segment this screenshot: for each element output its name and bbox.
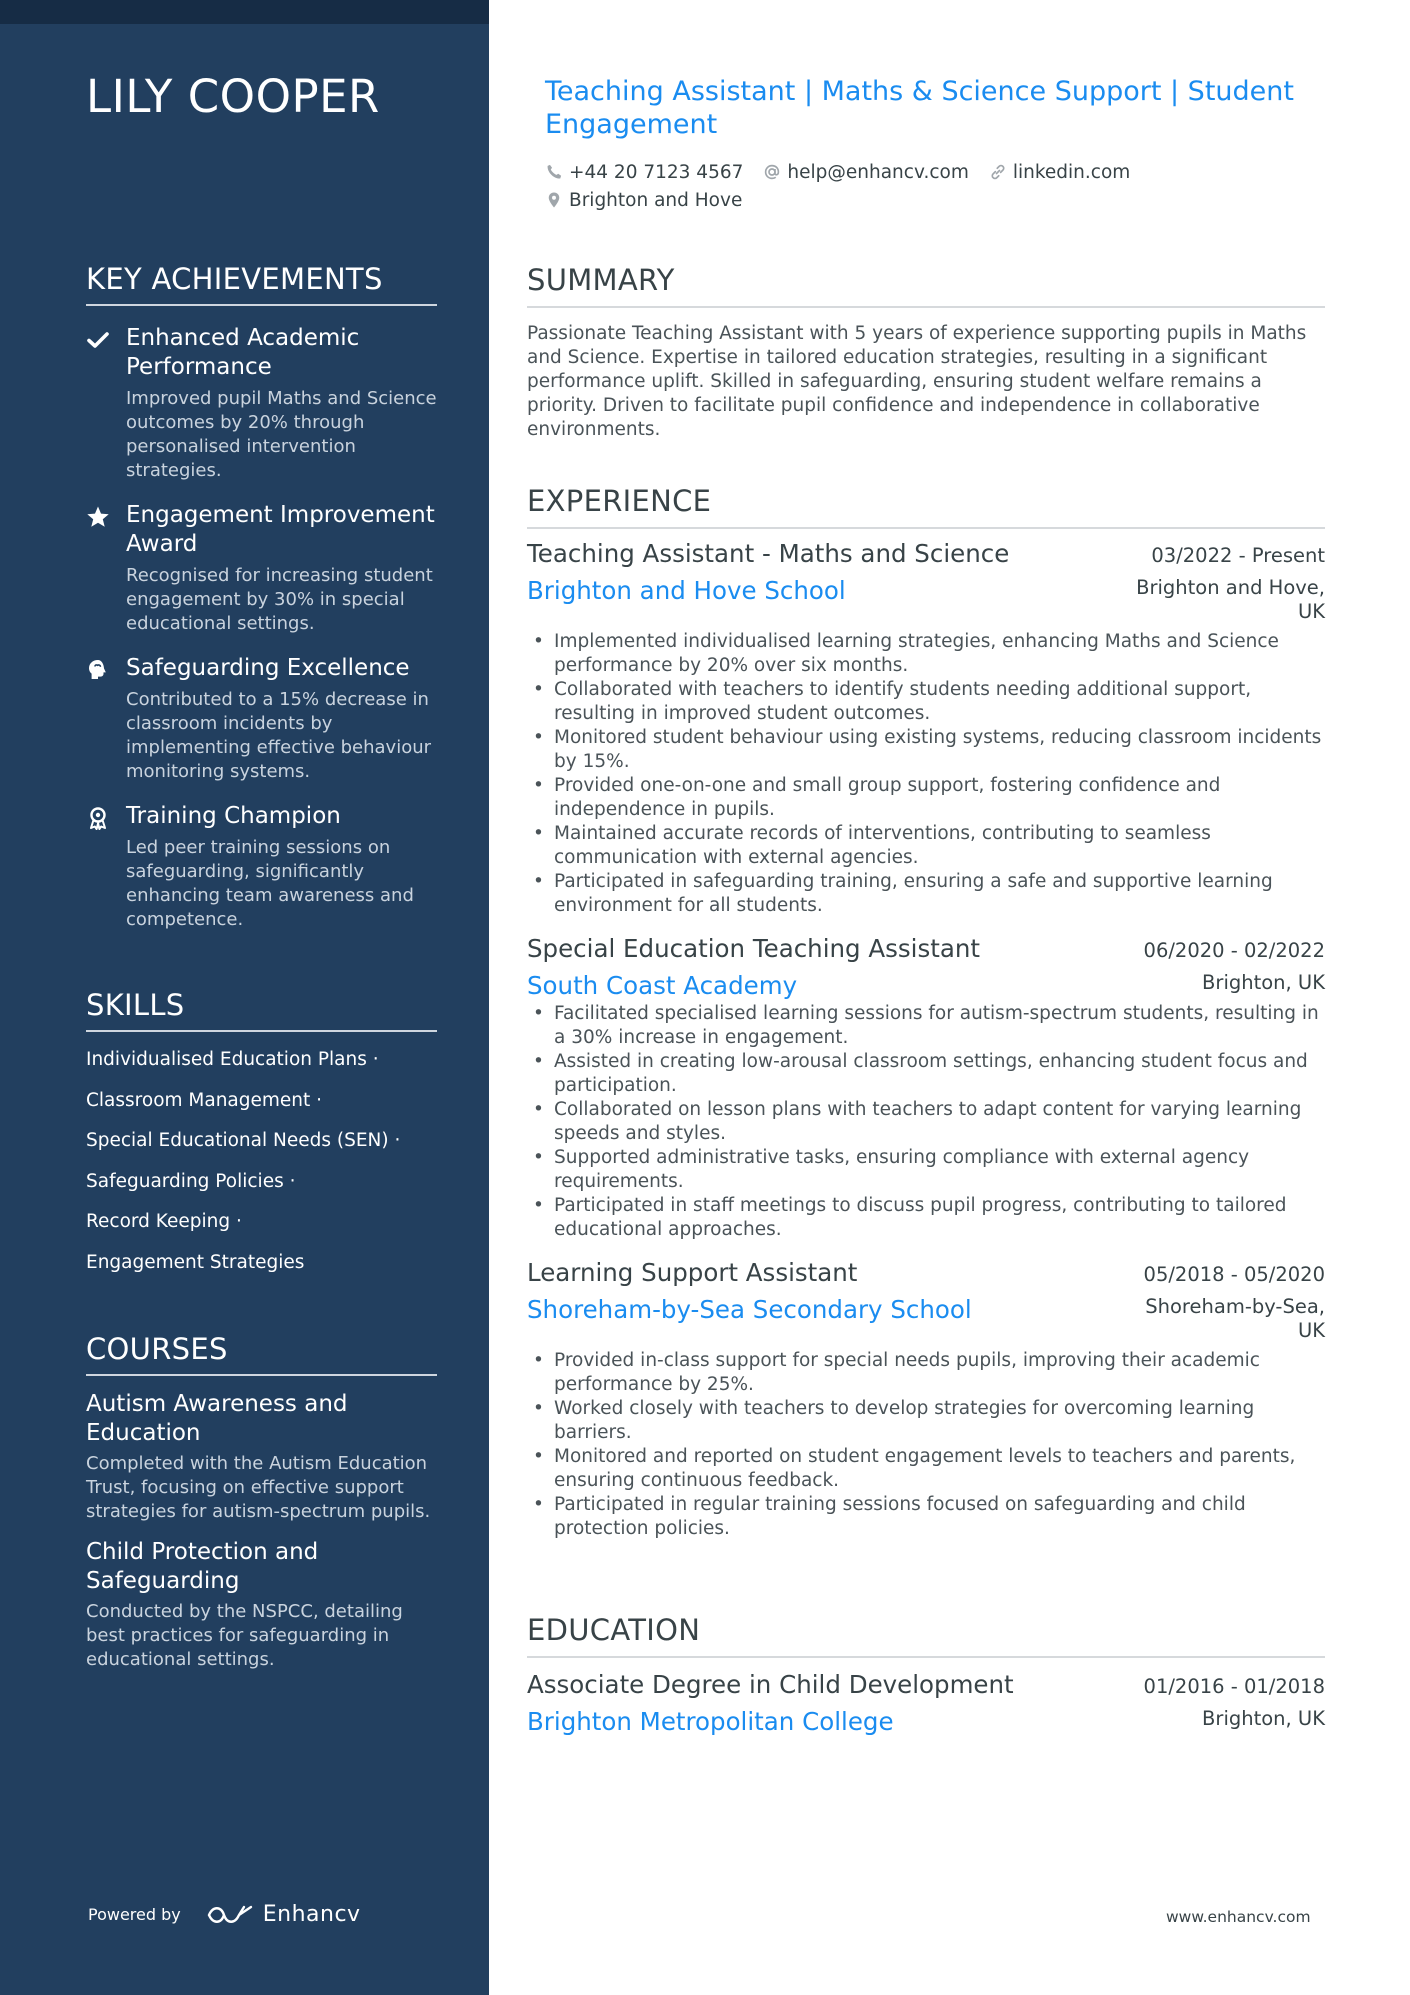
achievement-item <box>86 324 437 483</box>
course-description: Conducted by the NSPCC, detailing best practices for safeguarding in educational settings. <box>86 1601 403 1670</box>
achievements-section <box>86 262 437 932</box>
checkmark-icon <box>86 328 110 352</box>
star-icon <box>86 505 110 529</box>
job-bullet: • Monitored student behaviour using existing systems, reducing classroom incidents by 15%. <box>527 726 1325 774</box>
job-bullet: • Collaborated with teachers to identify students needing additional support, resulting in improved student outcomes. <box>527 678 1325 726</box>
location-pin-icon <box>545 191 563 209</box>
education-date: 01/2016 - 01/2018 <box>1143 1675 1325 1698</box>
footer-url[interactable]: www.enhancv.com <box>1166 1908 1311 1926</box>
job-title: Learning Support Assistant <box>527 1258 858 1287</box>
job-bullet: • Supported administrative tasks, ensuring compliance with external agency requirements. <box>527 1146 1325 1194</box>
job-company[interactable]: Shoreham-by-Sea Secondary School <box>527 1295 972 1324</box>
experience-section <box>527 484 1325 1541</box>
skill-item: Special Educational Needs (SEN) · <box>86 1130 401 1151</box>
achievement-description: Recognised for increasing student engagement by 30% in special educational settings. <box>126 565 433 634</box>
courses-heading: COURSES <box>86 1332 437 1376</box>
powered-by-label: Powered by <box>88 1905 181 1924</box>
at-icon <box>763 163 781 181</box>
achievement-description: Improved pupil Maths and Science outcomes by 20% through personalised intervention strategies. <box>126 388 437 481</box>
sidebar <box>0 0 489 1995</box>
location-text: Brighton and Hove <box>569 189 743 211</box>
job-date: 06/2020 - 02/2022 <box>1143 939 1325 962</box>
achievement-description: Led peer training sessions on safeguarding, significantly enhancing team awareness and competence. <box>126 837 414 930</box>
email-contact[interactable] <box>763 162 968 183</box>
brain-icon <box>86 658 110 682</box>
skills-section <box>86 988 437 1285</box>
job-entry <box>527 539 1325 918</box>
job-entry <box>527 1258 1325 1541</box>
linkedin-contact[interactable] <box>989 162 1130 183</box>
school-name[interactable]: Brighton Metropolitan College <box>527 1707 894 1736</box>
powered-by <box>88 1902 361 1927</box>
education-location: Brighton, UK <box>1202 1707 1325 1730</box>
courses-section <box>86 1332 437 1672</box>
course-item <box>86 1390 437 1524</box>
skill-item: Classroom Management · <box>86 1089 323 1111</box>
headline: Teaching Assistant | Maths & Science Support | Student Engagement <box>545 76 1294 140</box>
achievement-title: Training Champion <box>126 803 341 829</box>
skill-item: Engagement Strategies <box>86 1251 305 1273</box>
enhancv-brand: Enhancv <box>262 1902 361 1927</box>
course-title: Autism Awareness and Education <box>86 1391 348 1446</box>
job-bullet: • Participated in staff meetings to discuss pupil progress, contributing to tailored educational approaches. <box>527 1194 1325 1242</box>
course-item <box>86 1538 437 1672</box>
skill-item: Safeguarding Policies · <box>86 1170 296 1192</box>
job-bullet: • Worked closely with teachers to develop strategies for overcoming learning barriers. <box>527 1397 1325 1445</box>
sidebar-top-bar <box>0 0 489 24</box>
experience-heading: EXPERIENCE <box>527 484 1325 529</box>
linkedin-url: linkedin.com <box>1012 161 1131 183</box>
phone-icon <box>545 163 563 181</box>
achievement-item <box>86 802 437 932</box>
location-contact <box>545 190 742 211</box>
job-date: 03/2022 - Present <box>1151 544 1325 567</box>
job-bullet: • Facilitated specialised learning sessions for autism-spectrum students, resulting in a 30% increase in engagement. <box>527 1002 1325 1050</box>
job-bullet: • Provided in-class support for special needs pupils, improving their academic performance by 25%. <box>527 1349 1325 1397</box>
job-company[interactable]: South Coast Academy <box>527 971 798 1000</box>
achievement-item <box>86 501 437 636</box>
job-date: 05/2018 - 05/2020 <box>1143 1263 1325 1286</box>
award-ribbon-icon <box>86 806 110 830</box>
summary-heading: SUMMARY <box>527 263 1325 308</box>
summary-section <box>527 263 1325 442</box>
email-address: help@enhancv.com <box>787 161 969 183</box>
job-title: Special Education Teaching Assistant <box>527 934 980 963</box>
education-entry <box>527 1670 1325 1736</box>
skills-heading: SKILLS <box>86 988 437 1032</box>
contact-info <box>545 158 1305 214</box>
candidate-name: LILY COOPER <box>86 70 380 123</box>
education-heading: EDUCATION <box>527 1613 1325 1658</box>
achievement-title: Safeguarding Excellence <box>126 655 410 681</box>
education-section <box>527 1613 1325 1736</box>
job-bullet: • Participated in safeguarding training, ensuring a safe and supportive learning environment for all students. <box>527 870 1325 918</box>
enhancv-logo[interactable] <box>207 1902 361 1927</box>
job-location: Brighton and Hove, UK <box>1136 576 1325 623</box>
job-bullet: • Implemented individualised learning strategies, enhancing Maths and Science performance by 20% over six months. <box>527 630 1325 678</box>
job-company[interactable]: Brighton and Hove School <box>527 576 846 605</box>
link-icon <box>989 163 1007 181</box>
course-title: Child Protection and Safeguarding <box>86 1539 319 1594</box>
job-bullet: • Assisted in creating low-arousal classroom settings, enhancing student focus and participation. <box>527 1050 1325 1098</box>
job-bullet: • Provided one-on-one and small group support, fostering confidence and independence in pupils. <box>527 774 1325 822</box>
achievements-heading: KEY ACHIEVEMENTS <box>86 262 437 306</box>
job-location: Brighton, UK <box>1202 971 1325 994</box>
achievement-item <box>86 654 437 784</box>
course-description: Completed with the Autism Education Trust, focusing on effective support strategies for autism-spectrum pupils. <box>86 1453 431 1522</box>
job-bullets <box>527 1349 1325 1541</box>
job-bullet: • Collaborated on lesson plans with teachers to adapt content for varying learning speeds and styles. <box>527 1098 1325 1146</box>
summary-text: Passionate Teaching Assistant with 5 years of experience supporting pupils in Maths and Science. Expertise in tailored education strategies, resulting in a significant performance uplift. Skilled in safeguarding, ensuring student welfare remains a priority. Driven to facilitate pupil confidence and independence in collaborative environments. <box>527 323 1307 440</box>
degree-title: Associate Degree in Child Development <box>527 1670 1014 1699</box>
achievement-title: Engagement Improvement Award <box>126 502 435 557</box>
job-bullet: • Maintained accurate records of interventions, contributing to seamless communication with external agencies. <box>527 822 1325 870</box>
job-title: Teaching Assistant - Maths and Science <box>527 539 1010 568</box>
phone-number: +44 20 7123 4567 <box>569 161 744 183</box>
job-location: Shoreham-by-Sea, UK <box>1145 1295 1325 1342</box>
job-bullets <box>527 630 1325 918</box>
job-bullets <box>527 1002 1325 1242</box>
enhancv-logo-icon <box>207 1904 253 1926</box>
skill-item: Individualised Education Plans · <box>86 1049 379 1070</box>
job-entry <box>527 934 1325 1242</box>
achievement-description: Contributed to a 15% decrease in classroom incidents by implementing effective behaviour monitoring systems. <box>126 689 432 782</box>
phone-contact[interactable] <box>545 162 743 183</box>
job-bullet: • Participated in regular training sessions focused on safeguarding and child protection policies. <box>527 1493 1325 1541</box>
skills-list <box>86 1042 437 1285</box>
job-bullet: • Monitored and reported on student engagement levels to teachers and parents, ensuring continuous feedback. <box>527 1445 1325 1493</box>
achievement-title: Enhanced Academic Performance <box>126 325 360 380</box>
skill-item: Record Keeping · <box>86 1211 242 1232</box>
